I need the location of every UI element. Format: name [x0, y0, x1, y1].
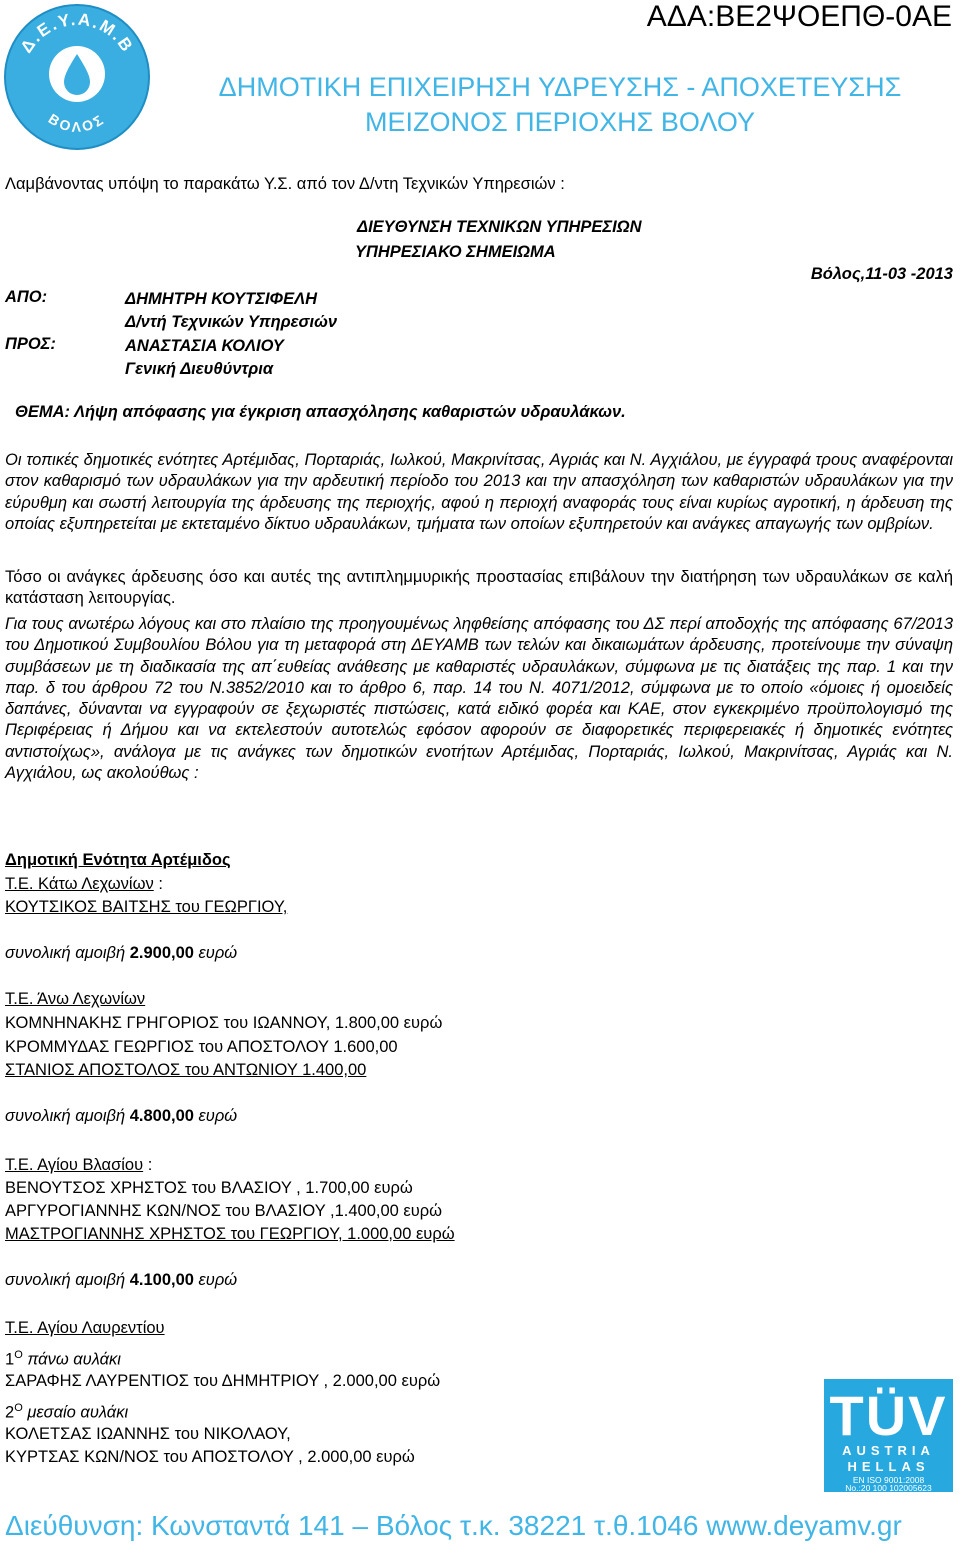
te3-suffix: : [143, 1156, 153, 1174]
te4-worker-3: ΚΥΡΤΣΑΣ ΚΩΝ/ΝΟΣ του ΑΠΟΣΤΟΛΟΥ , 2.000,00 ευρώ [5, 1448, 415, 1466]
te1-worker-1: ΚΟΥΤΣΙΚΟΣ ΒΑΙΤΣΗΣ του ΓΕΩΡΓΙΟΥ, [5, 898, 288, 916]
te3-worker-1: ΒΕΝΟΥΤΣΟΣ ΧΡΗΣΤΟΣ του ΒΛΑΣΙΟΥ , 1.700,00 ευρώ [5, 1179, 413, 1197]
to-title: Γενική Διευθύντρια [125, 360, 274, 378]
te1-label: Τ.Ε. Κάτω Λεχωνίων [5, 875, 154, 893]
to-label: ΠΡΟΣ: [5, 335, 56, 353]
te3-heading [5, 1155, 152, 1176]
tuv-certification-badge [824, 1379, 953, 1492]
total-value: 2.900,00 [129, 944, 194, 962]
total-value: 4.800,00 [129, 1107, 194, 1125]
total-unit: ευρώ [193, 944, 238, 962]
te4-worker-2: ΚΟΛΕΤΣΑΣ ΙΩΑΝΝΗΣ του ΝΙΚΟΛΑΟΥ, [5, 1425, 291, 1443]
memo-department: ΔΙΕΥΘΥΝΣΗ ΤΕΧΝΙΚΩΝ ΥΠΗΡΕΣΙΩΝ [357, 218, 642, 236]
tuv-brand: TÜV [829, 1384, 948, 1447]
te4-label: Τ.Ε. Αγίου Λαυρεντίου [5, 1319, 165, 1337]
te4-worker-1: ΣΑΡΑΦΗΣ ΛΑΥΡΕΝΤΙΟΣ του ΔΗΜΗΤΡΙΟΥ , 2.000,00 ευρώ [5, 1372, 441, 1390]
te4-subsection-1 [5, 1345, 121, 1371]
total-value: 4.100,00 [129, 1271, 194, 1289]
te2-worker-2: ΚΡΟΜΜΥΔΑΣ ΓΕΩΡΓΙΟΣ του ΑΠΟΣΤΟΛΟΥ 1.600,00 [5, 1038, 398, 1056]
svg-text:ΒΟΛΟΣ: ΒΟΛΟΣ [45, 110, 109, 135]
ordinal-number: 1 [5, 1350, 15, 1369]
te3-label: Τ.Ε. Αγίου Βλασίου [5, 1156, 144, 1174]
body-paragraph-2: Τόσο οι ανάγκες άρδευσης όσο και αυτές της αντιπλημμυρικής προστασίας επιβάλουν την διατήρηση των υδραυλάκων σε καλή κατάσταση λειτουργίας. [5, 568, 953, 608]
tuv-line-austria: AUSTRIA [842, 1443, 935, 1458]
ordinal-suffix: Ο [14, 1349, 23, 1361]
org-name-line2: ΜΕΙΖΟΝΟΣ ΠΕΡΙΟΧΗΣ ΒΟΛΟΥ [364, 107, 756, 137]
intro-line: Λαμβάνοντας υπόψη το παρακάτω Υ.Σ. από τον Δ/ντη Τεχνικών Υπηρεσιών : [5, 175, 565, 193]
body-paragraph-1: Οι τοπικές δημοτικές ενότητες Αρτέμιδας, Πορταριάς, Ιωλκού, Μακρινίτσας, Αγριάς και Ν. Αγχιάλου, με έγγραφά τρους αναφέρονται στον καθαρισμό των υδραυλάκων για την αρδευτική περίοδο του 2013 και την απασχόληση των καθαριστών υδραυλάκων για την εύρυθμη και σωστή λειτουργία της άρδευσης της περιοχής, αφού η περιοχή αναφοράς τους είναι κυρίως αγροτική, η άρδευση της οποίας εξυπηρετείται με εκτεταμένο δίκτυο υδραυλάκων, τμήματα των οποίων εξυπηρετούν και ανάγκες απαγωγής των ομβρίων. [5, 451, 953, 533]
tuv-standard: EN ISO 9001:2008 [852, 1475, 925, 1485]
te3-worker-3: ΜΑΣΤΡΟΓΙΑΝΝΗΣ ΧΡΗΣΤΟΣ του ΓΕΩΡΓΙΟΥ, 1.000,00 ευρώ [5, 1225, 455, 1243]
from-title: Δ/ντή Τεχνικών Υπηρεσιών [125, 313, 338, 331]
subsection-text: πάνω αυλάκι [22, 1350, 121, 1369]
te1-heading [5, 874, 163, 895]
te3-total [5, 1270, 237, 1291]
ordinal-number: 2 [5, 1403, 15, 1422]
total-unit: ευρώ [193, 1271, 238, 1289]
tuv-line-hellas: HELLAS [847, 1459, 930, 1474]
memo-date: Βόλος,11-03 -2013 [810, 265, 953, 283]
tuv-cert-number: No.:20 100 102005623 [845, 1483, 932, 1493]
body-paragraph-3: Για τους ανωτέρω λόγους και στο πλαίσιο της προηγουμένως ληφθείσης απόφασης του ΔΣ περί αποδοχής της απόφασης 67/2013 του Δημοτικού Συμβουλίου Βόλου για τη μεταφορά στη ΔΕΥΑΜΒ των τελών και δικαιωμάτων άρδευσης, προτείνουμε την σύναψη συμβάσεων με τη διαδικασία της απ΄ευθείας ανάθεσης με καθαριστές υδραυλάκων, σύμφωνα με τις διατάξεις της παρ. 1 και την παρ. δ του άρθρου 72 του Ν.3852/2010 και το άρθρο 6, παρ. 14 του Ν. 4071/2012, σύμφωνα με το οποίο «όμοιες ή ομοειδείς δαπάνες, δύνανται να εγγραφούν σε ξεχωριστές πιστώσεις, κατά ειδικό φορέα και ΚΑΕ, στον εγκεκριμένο προϋπολογισμό της Περιφέρειας ή Δήμου και να εκτελεστούν αυτοτελώς εφόσον αφορούν σε διαφορετικές περιφερειακές ή δημοτικές ενότητες αντιστοίχως», ανάλογα με τις ανάγκες των δημοτικών ενοτήτων Αρτέμιδας, Πορταριάς, Ιωλκού, Μακρινίτσας, Αγριάς και Ν. Αγχιάλου, ως ακολούθως : [5, 615, 953, 783]
te2-worker-1: ΚΟΜΝΗΝΑΚΗΣ ΓΡΗΓΟΡΙΟΣ του ΙΩΑΝΝΟΥ, 1.800,00 ευρώ [5, 1014, 443, 1032]
ada-code: ΑΔΑ:ΒΕ2ΨΟΕΠΘ-0ΑΕ [646, 0, 952, 33]
total-label: συνολική αμοιβή [5, 1271, 130, 1289]
memo-subject: ΘΕΜΑ: Λήψη απόφασης για έγκριση απασχόλησης καθαριστών υδραυλάκων. [15, 403, 626, 421]
ordinal-suffix: Ο [14, 1402, 23, 1414]
total-label: συνολική αμοιβή [5, 944, 130, 962]
to-name: ΑΝΑΣΤΑΣΙΑ ΚΟΛΙΟΥ [125, 337, 284, 355]
memo-doc-type: ΥΠΗΡΕΣΙΑΚΟ ΣΗΜΕΙΩΜΑ [355, 243, 556, 261]
te2-total [5, 1106, 237, 1127]
footer-address: Διεύθυνση: Κωνσταντά 141 – Βόλος τ.κ. 38221 τ.θ.1046 www.deyamv.gr [5, 1510, 902, 1541]
subsection-text: μεσαίο αυλάκι [22, 1403, 129, 1422]
te2-label: Τ.Ε. Άνω Λεχωνίων [5, 990, 146, 1008]
te4-subsection-2 [5, 1398, 128, 1424]
total-label: συνολική αμοιβή [5, 1107, 130, 1125]
section-heading: Δημοτική Ενότητα Αρτέμιδος [5, 851, 231, 869]
total-unit: ευρώ [193, 1107, 238, 1125]
from-name: ΔΗΜΗΤΡΗ ΚΟΥΤΣΙΦΕΛΗ [125, 290, 318, 308]
org-name-line1: ΔΗΜΟΤΙΚΗ ΕΠΙΧΕΙΡΗΣΗ ΥΔΡΕΥΣΗΣ - ΑΠΟΧΕΤΕΥΣΗΣ [218, 72, 902, 102]
te1-total [5, 943, 237, 964]
te1-suffix: : [153, 875, 163, 893]
svg-text:Δ.Ε.Υ.Α.Μ.Β: Δ.Ε.Υ.Α.Μ.Β [16, 9, 138, 57]
te3-worker-2: ΑΡΓΥΡΟΓΙΑΝΝΗΣ ΚΩΝ/ΝΟΣ του ΒΛΑΣΙΟΥ ,1.400,00 ευρώ [5, 1202, 443, 1220]
from-label: ΑΠΟ: [5, 288, 48, 306]
te2-worker-3: ΣΤΑΝΙΟΣ ΑΠΟΣΤΟΛΟΣ του ΑΝΤΩΝΙΟΥ 1.400,00 [5, 1061, 367, 1079]
